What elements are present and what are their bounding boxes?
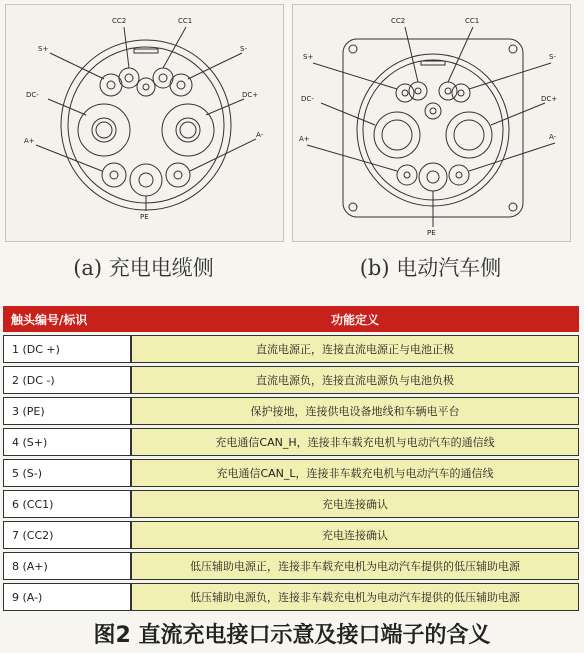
label-s-plus: S+ [303, 53, 314, 61]
table-row [3, 459, 579, 487]
terminal-function: 低压辅助电源正，连接非车载充电机为电动汽车提供的低压辅助电源 [131, 552, 579, 580]
terminal-id: 2 (DC -) [3, 366, 131, 394]
terminal-id: 8 (A+) [3, 552, 131, 580]
table-row [3, 335, 579, 363]
terminal-function: 低压辅助电源负，连接非车载充电机为电动汽车提供的低压辅助电源 [131, 583, 579, 611]
terminal-function: 充电连接确认 [131, 490, 579, 518]
terminal-function: 直流电源负，连接直流电源负与电池负极 [131, 366, 579, 394]
terminal-id: 1 (DC +) [3, 335, 131, 363]
label-a-minus: A- [549, 133, 557, 141]
vehicle-side-diagram [292, 4, 571, 242]
label-a-plus: A+ [24, 137, 35, 145]
label-pe: PE [427, 229, 436, 237]
terminal-id: 9 (A-) [3, 583, 131, 611]
caption-cable-side: (a) 充电电缆侧 [73, 256, 214, 280]
table-row [3, 366, 579, 394]
label-s-minus: S- [240, 45, 247, 53]
table-row [3, 552, 579, 580]
label-dc-minus: DC- [301, 95, 314, 103]
terminal-id: 7 (CC2) [3, 521, 131, 549]
terminal-function: 直流电源正，连接直流电源正与电池正极 [131, 335, 579, 363]
table-header-row [3, 306, 579, 332]
label-cc1: CC1 [178, 17, 193, 25]
label-dc-plus: DC+ [541, 95, 558, 103]
table-row [3, 583, 579, 611]
terminal-id: 3 (PE) [3, 397, 131, 425]
terminal-id: 4 (S+) [3, 428, 131, 456]
terminal-function: 充电通信CAN_H，连接非车载充电机与电动汽车的通信线 [131, 428, 579, 456]
terminal-function: 充电连接确认 [131, 521, 579, 549]
label-dc-minus: DC- [26, 91, 39, 99]
caption-vehicle-side: (b) 电动汽车侧 [359, 256, 502, 280]
vehicle-side-connector-drawing [293, 5, 570, 241]
cable-side-diagram [5, 4, 284, 242]
figure-title: 图2 直流充电接口示意及接口端子的含义 [93, 623, 491, 648]
terminal-id: 6 (CC1) [3, 490, 131, 518]
terminal-function: 充电通信CAN_L，连接非车载充电机与电动汽车的通信线 [131, 459, 579, 487]
table-row [3, 490, 579, 518]
terminal-function: 保护接地，连接供电设备地线和车辆电平台 [131, 397, 579, 425]
label-s-plus: S+ [38, 45, 49, 53]
terminal-definition-table [3, 303, 579, 614]
label-s-minus: S- [549, 53, 556, 61]
table-row [3, 521, 579, 549]
header-function: 功能定义 [131, 306, 579, 332]
header-terminal-id: 触头编号/标识 [3, 306, 131, 332]
label-a-plus: A+ [299, 135, 310, 143]
label-a-minus: A- [256, 131, 264, 139]
label-cc2: CC2 [112, 17, 127, 25]
terminal-id: 5 (S-) [3, 459, 131, 487]
table-row [3, 428, 579, 456]
label-cc1: CC1 [465, 17, 480, 25]
table-row [3, 397, 579, 425]
label-cc2: CC2 [391, 17, 406, 25]
label-dc-plus: DC+ [242, 91, 259, 99]
label-pe: PE [140, 213, 149, 221]
cable-side-connector-drawing [6, 5, 283, 241]
